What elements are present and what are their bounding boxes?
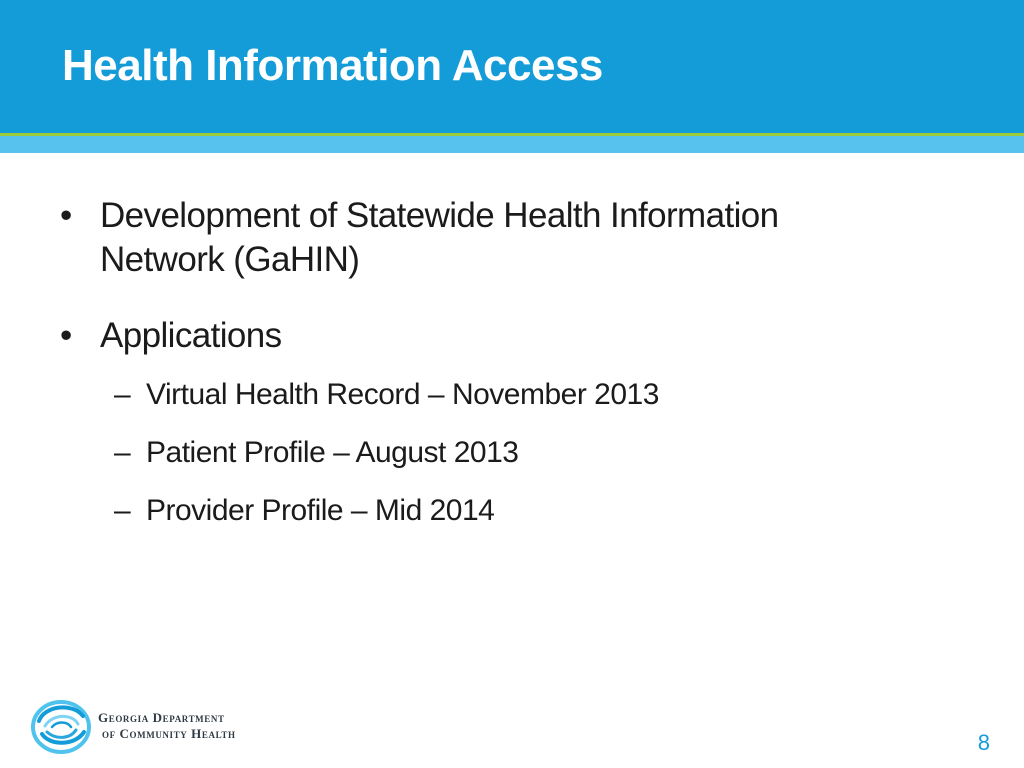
slide-title: Health Information Access bbox=[62, 41, 603, 90]
header-band bbox=[0, 136, 1024, 153]
bullet-text: Development of Statewide Health Information Network (GaHIN) bbox=[100, 196, 779, 279]
logo-line-1: Georgia Department bbox=[98, 710, 225, 725]
organization-logo bbox=[30, 696, 270, 756]
sub-bullet-text: Patient Profile – August 2013 bbox=[146, 436, 519, 469]
header-bar bbox=[0, 0, 1024, 133]
sub-bullet-mark: – bbox=[114, 378, 131, 411]
page-number: 8 bbox=[977, 730, 990, 755]
bullet-mark: • bbox=[60, 316, 72, 355]
sub-bullet-text: Provider Profile – Mid 2014 bbox=[146, 494, 495, 527]
sub-bullet-text: Virtual Health Record – November 2013 bbox=[146, 378, 659, 411]
bullet-text: Applications bbox=[100, 316, 282, 355]
sub-bullet-item bbox=[114, 377, 659, 413]
bullet-item bbox=[60, 194, 900, 282]
swirl-logo-icon bbox=[30, 696, 94, 756]
sub-bullet-mark: – bbox=[114, 494, 131, 527]
sub-bullet-item bbox=[114, 493, 495, 529]
sub-bullet-mark: – bbox=[114, 436, 131, 469]
bullet-mark: • bbox=[60, 196, 72, 235]
sub-bullet-item bbox=[114, 435, 519, 471]
logo-wordmark bbox=[98, 710, 236, 742]
bullet-item bbox=[60, 314, 282, 358]
logo-line-2: of Community Health bbox=[102, 726, 236, 741]
